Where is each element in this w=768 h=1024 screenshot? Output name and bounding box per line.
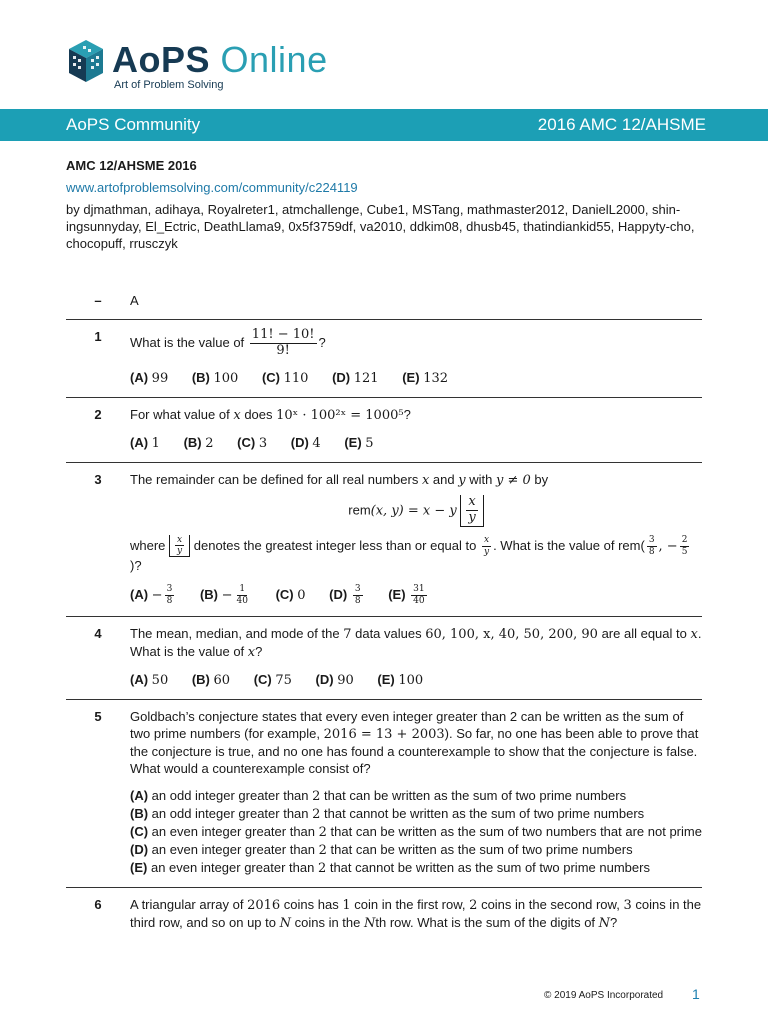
logo-tagline: Art of Problem Solving bbox=[114, 79, 224, 91]
math-condition: y ≠ 0 bbox=[495, 472, 531, 488]
math-variable: x bbox=[233, 407, 241, 423]
choice-label: (B) bbox=[183, 434, 202, 450]
math-variable: x bbox=[247, 645, 256, 661]
problem-number: – bbox=[94, 293, 102, 308]
denominator: 40 bbox=[236, 595, 248, 606]
copyright-footer: © 2019 AoPS Incorporated bbox=[544, 990, 664, 1001]
choice-b bbox=[130, 805, 702, 823]
community-banner bbox=[0, 109, 768, 141]
choice-text: that cannot be written as the sum of two prime numbers bbox=[329, 860, 650, 876]
statement-text: coins in the bbox=[294, 915, 361, 931]
problem-statement bbox=[130, 406, 702, 424]
numerator: 3 bbox=[648, 535, 655, 546]
math-number: 2 bbox=[312, 807, 321, 823]
problem-number: 5 bbox=[94, 709, 102, 725]
statement-text: Goldbach’s conjecture states that every even integer greater than 2 can be written as the sum of two prime numbers (for example, bbox=[130, 709, 684, 742]
statement-text: coins in the second row, bbox=[481, 897, 620, 913]
choice-d bbox=[316, 672, 354, 687]
choice-label: (C) bbox=[237, 434, 256, 450]
statement-text: th row. What is the sum of the digits of bbox=[375, 915, 596, 931]
choice-label: (D) bbox=[315, 672, 334, 688]
statement-text: ? bbox=[403, 406, 411, 422]
choice-d bbox=[291, 435, 321, 450]
choice-label: (E) bbox=[344, 434, 362, 450]
numerator: 3 bbox=[354, 584, 361, 595]
choice-b bbox=[192, 672, 230, 687]
choice-sign: − bbox=[151, 587, 163, 603]
choice-label: (E) bbox=[402, 369, 420, 385]
problem-2 bbox=[66, 398, 702, 463]
choice-value: 75 bbox=[275, 673, 292, 689]
math-example: 2016 = 13 + 2003 bbox=[323, 727, 445, 743]
choice-label: (C) bbox=[275, 586, 294, 602]
math-number: 2 bbox=[317, 861, 327, 877]
choice-value: 5 bbox=[365, 435, 374, 451]
choice-a bbox=[130, 672, 168, 687]
math-number: 7 bbox=[343, 627, 352, 643]
choice-e bbox=[402, 370, 448, 385]
choice-text: an even integer greater than bbox=[151, 824, 316, 840]
choice-e bbox=[388, 584, 428, 606]
math-expression: (x, y) = x − y bbox=[370, 503, 457, 519]
problem-number: 3 bbox=[94, 471, 102, 487]
math-number: 1 bbox=[342, 898, 351, 914]
fraction bbox=[353, 584, 363, 606]
choice-c bbox=[254, 672, 292, 687]
choice-value: 4 bbox=[312, 435, 321, 451]
statement-text: by bbox=[534, 471, 549, 487]
statement-text: )? bbox=[130, 558, 142, 574]
statement-text: ). So far, no one has been able to prove that the conjecture is true, and no one has found a counterexample to show that the conjecture is false. What would a counterexample consist of? bbox=[130, 726, 699, 777]
answer-choices bbox=[130, 434, 702, 452]
statement-text: coins has bbox=[283, 897, 339, 913]
choice-b bbox=[192, 370, 239, 385]
choice-b bbox=[199, 584, 252, 606]
statement-text: What is the value of bbox=[130, 334, 245, 350]
statement-text: For what value of bbox=[130, 406, 230, 422]
problem-statement: The mean, median, and mode of the 7 data values 60, 100, x, 40, 50, 200, 90 are all equal to x. What is the value of x? bbox=[130, 626, 702, 661]
problem-4 bbox=[66, 617, 702, 700]
statement-text: data values bbox=[355, 626, 422, 642]
choice-c bbox=[237, 435, 267, 450]
choice-text: an odd integer greater than bbox=[151, 788, 309, 804]
problem-statement bbox=[130, 896, 702, 932]
choice-label: (B) bbox=[191, 369, 210, 385]
problem-number: 6 bbox=[94, 897, 102, 913]
problem-number: 1 bbox=[94, 329, 102, 344]
choice-text: an even integer greater than bbox=[151, 842, 316, 858]
floor-bracket bbox=[460, 495, 483, 527]
fraction bbox=[250, 328, 317, 359]
answer-choices bbox=[130, 369, 702, 387]
denominator: 8 bbox=[166, 595, 173, 606]
choice-label: (B) bbox=[199, 586, 218, 602]
choice-text: an odd integer greater than bbox=[151, 806, 309, 822]
numerator: 31 bbox=[413, 584, 425, 595]
choice-label: (A) bbox=[130, 369, 149, 385]
choice-value: 0 bbox=[297, 587, 306, 603]
section-label: A bbox=[130, 293, 139, 308]
denominator: 40 bbox=[413, 595, 425, 606]
choice-value: 99 bbox=[151, 370, 169, 386]
choice-value: 3 bbox=[258, 435, 268, 451]
math-variable: N bbox=[598, 916, 611, 932]
choice-label: (B) bbox=[191, 672, 210, 688]
problem-number: 4 bbox=[94, 626, 102, 642]
denominator: 8 bbox=[648, 546, 655, 557]
statement-text: coins in the third row, and so on up to bbox=[130, 897, 702, 931]
choice-label: (A) bbox=[130, 788, 149, 804]
denominator: y bbox=[483, 546, 490, 557]
choice-label: (D) bbox=[332, 369, 351, 385]
fraction bbox=[235, 584, 250, 606]
display-equation bbox=[130, 495, 702, 527]
statement-text: The mean, median, and mode of the bbox=[130, 626, 340, 642]
math-equation: 10ˣ · 100²ˣ = 1000⁵ bbox=[276, 407, 404, 423]
choice-label: (D) bbox=[130, 842, 149, 858]
answer-choices bbox=[130, 671, 702, 689]
math-number: 2 bbox=[469, 898, 478, 914]
problem-number: 2 bbox=[94, 406, 102, 422]
document-header bbox=[66, 157, 706, 252]
choice-value: 50 bbox=[151, 673, 169, 689]
math-number: 2 bbox=[312, 789, 321, 805]
rem-function-name: rem bbox=[348, 502, 371, 518]
problem-statement bbox=[130, 708, 702, 777]
answer-choices bbox=[130, 787, 702, 877]
choice-a bbox=[130, 584, 176, 606]
banner-contest-title: 2016 AMC 12/AHSME bbox=[537, 115, 706, 134]
document-title: AMC 12/AHSME 2016 bbox=[66, 158, 197, 173]
denominator: 5 bbox=[681, 546, 688, 557]
statement-text: are all equal to bbox=[601, 626, 687, 642]
numerator: 11! − 10! bbox=[251, 327, 315, 342]
fraction bbox=[411, 584, 426, 606]
math-number: 2 bbox=[318, 843, 327, 859]
math-number: 2 bbox=[318, 825, 327, 841]
statement-text: A triangular array of bbox=[130, 897, 244, 913]
logo-brand: AoPS bbox=[112, 39, 211, 80]
math-variable: x bbox=[421, 472, 430, 488]
fraction bbox=[647, 535, 657, 557]
math-data-values: 60, 100, x, 40, 50, 200, 90 bbox=[425, 627, 598, 643]
choice-sign: − bbox=[221, 587, 233, 603]
choice-value: 90 bbox=[337, 673, 354, 689]
banner-community-title: AoPS Community bbox=[66, 115, 201, 134]
statement-text: ? bbox=[318, 334, 326, 350]
aops-logo bbox=[66, 38, 328, 91]
math-variable: N bbox=[364, 916, 376, 932]
choice-label: (C) bbox=[261, 369, 281, 385]
problem-statement bbox=[130, 328, 702, 359]
statement-text: . What is the value of rem( bbox=[493, 537, 645, 553]
statement-text: where bbox=[130, 537, 166, 553]
problem-6 bbox=[66, 888, 702, 942]
numerator: x bbox=[468, 493, 476, 509]
cube-logo-icon bbox=[66, 38, 106, 84]
statement-text: coin in the first row, bbox=[354, 897, 466, 913]
logo-product: Online bbox=[220, 39, 328, 80]
problem-5 bbox=[66, 700, 702, 888]
floor-bracket bbox=[169, 535, 190, 558]
numerator: x bbox=[483, 535, 490, 546]
choice-c bbox=[130, 823, 702, 841]
choice-b bbox=[184, 435, 214, 450]
math-variable: y bbox=[458, 472, 466, 488]
answer-choices bbox=[130, 584, 702, 606]
statement-text: denotes the greatest integer less than or equal to bbox=[193, 537, 477, 553]
choice-label: (C) bbox=[130, 824, 149, 840]
choice-a bbox=[130, 787, 702, 805]
choice-value: 110 bbox=[283, 370, 309, 386]
choice-label: (E) bbox=[388, 586, 406, 602]
fraction bbox=[482, 535, 491, 557]
denominator: 9! bbox=[276, 342, 290, 358]
denominator: y bbox=[468, 509, 476, 525]
choice-text: that cannot be written as the sum of two prime numbers bbox=[324, 806, 645, 822]
numerator: x bbox=[177, 534, 183, 545]
fraction bbox=[680, 535, 690, 557]
denominator: 8 bbox=[354, 595, 361, 606]
problem-3 bbox=[66, 463, 702, 617]
choice-label: (E) bbox=[377, 672, 395, 688]
choice-e bbox=[130, 859, 702, 877]
choice-a bbox=[130, 370, 168, 385]
numerator: 3 bbox=[166, 584, 173, 595]
choice-label: (A) bbox=[130, 586, 149, 602]
logo-wordmark bbox=[112, 40, 328, 80]
statement-text: What is the value of bbox=[130, 644, 245, 660]
choice-label: (A) bbox=[130, 672, 149, 688]
choice-text: that can be written as the sum of two prime numbers bbox=[324, 788, 627, 804]
choice-d bbox=[332, 370, 379, 385]
statement-text: ? bbox=[610, 915, 618, 931]
math-variable: N bbox=[279, 916, 291, 932]
choice-value: 100 bbox=[398, 673, 424, 689]
choice-label: (D) bbox=[329, 586, 348, 602]
choice-a bbox=[130, 435, 160, 450]
problem-statement-cont bbox=[130, 535, 702, 575]
choice-label: (B) bbox=[130, 806, 149, 822]
problem-section-header bbox=[66, 284, 702, 320]
problem-statement bbox=[130, 471, 702, 489]
choice-c bbox=[276, 587, 306, 602]
statement-text: and bbox=[432, 471, 455, 487]
fraction bbox=[175, 535, 184, 557]
math-number: 2016 bbox=[247, 898, 281, 914]
authors-list: by djmathman, adihaya, Royalreter1, atmchallenge, Cube1, MSTang, mathmaster2012, DanielL2000, shin-ingsunnyday, El_Ectric, DeathLlama9, 0x5f3759df, va2010, ddkim08, dhusb45, thatindiankid55, Happyty-cho, chocopuff, rrusczyk bbox=[66, 202, 695, 251]
statement-text: with bbox=[469, 471, 493, 487]
math-variable: x bbox=[690, 627, 698, 643]
choice-value: 132 bbox=[423, 370, 449, 386]
denominator: y bbox=[177, 546, 183, 557]
choice-value: 1 bbox=[151, 435, 160, 451]
choice-label: (C) bbox=[253, 672, 272, 688]
numerator: 1 bbox=[239, 584, 246, 595]
problem-list bbox=[66, 284, 702, 942]
choice-label: (A) bbox=[130, 434, 149, 450]
choice-c bbox=[262, 370, 309, 385]
choice-e bbox=[344, 435, 373, 450]
choice-text: that can be written as the sum of two numbers that are not prime bbox=[330, 824, 702, 840]
math-number: 3 bbox=[623, 898, 632, 914]
choice-text: that can be written as the sum of two prime numbers bbox=[330, 842, 633, 858]
problem-1 bbox=[66, 320, 702, 398]
choice-value: 121 bbox=[353, 370, 379, 386]
fraction bbox=[165, 584, 175, 606]
choice-text: an even integer greater than bbox=[150, 860, 315, 876]
choice-value: 2 bbox=[205, 435, 214, 451]
choice-label: (D) bbox=[290, 434, 309, 450]
choice-label: (E) bbox=[130, 860, 148, 876]
statement-text: does bbox=[244, 406, 273, 422]
math-separator: , − bbox=[658, 538, 678, 554]
choice-d bbox=[130, 841, 702, 859]
page-number: 1 bbox=[692, 986, 700, 1002]
choice-value: 60 bbox=[213, 673, 231, 689]
numerator: 2 bbox=[681, 535, 688, 546]
fraction bbox=[466, 495, 477, 526]
choice-d bbox=[329, 584, 364, 606]
community-link[interactable]: www.artofproblemsolving.com/community/c224119 bbox=[66, 180, 358, 195]
choice-value: 100 bbox=[213, 370, 239, 386]
choice-e bbox=[377, 672, 423, 687]
statement-text: The remainder can be defined for all real numbers bbox=[130, 471, 419, 487]
